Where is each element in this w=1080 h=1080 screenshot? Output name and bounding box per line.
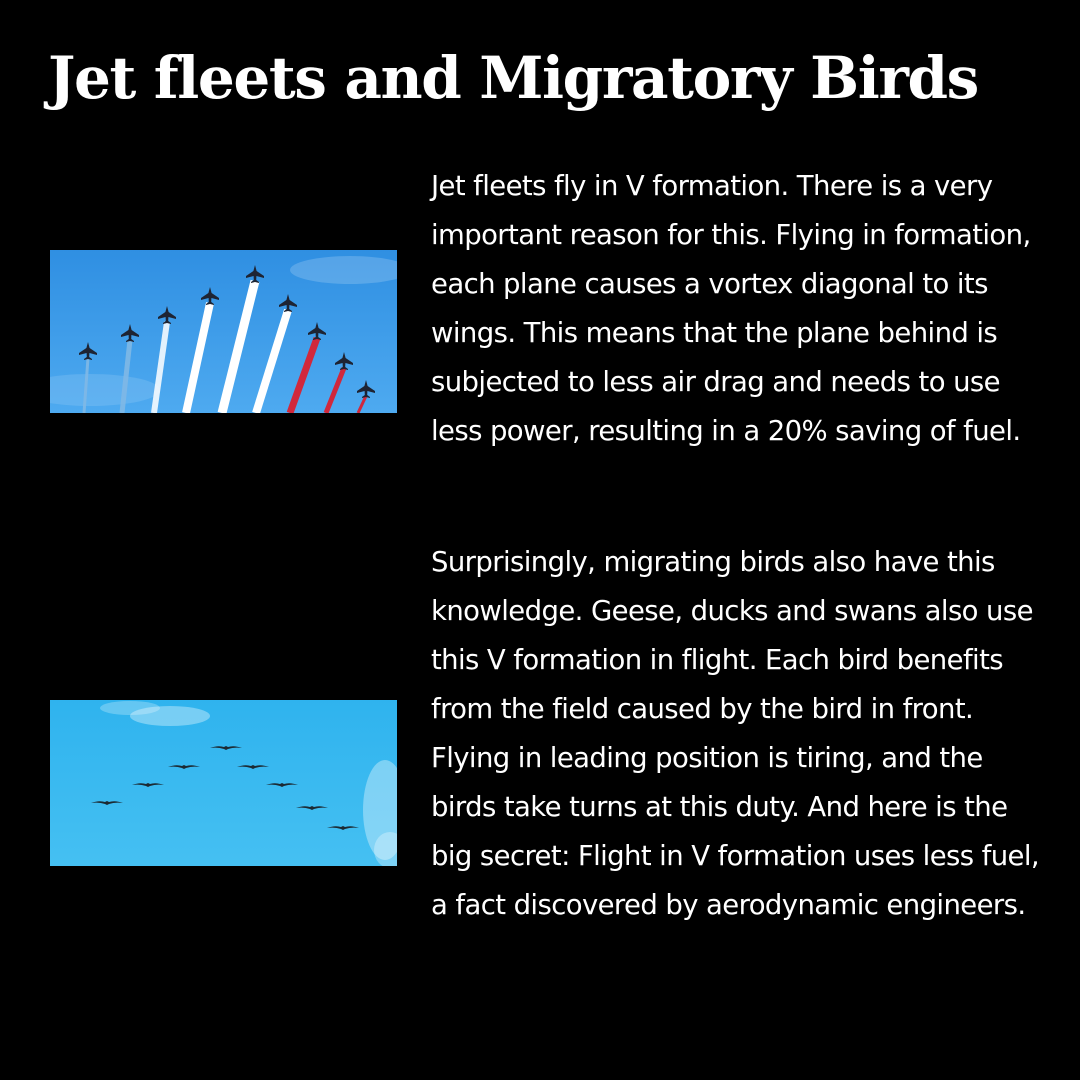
bird-formation-photo (50, 700, 397, 866)
birds-paragraph: Surprisingly, migrating birds also have this knowledge. Geese, ducks and swans also use this V formation in flight. Each bird benefits from the field caused by the bird in front. Flying in leading position is tiring, and the birds take turns at this duty. And here is the big secret: Flight in V formation uses less fuel, a fact discovered by aerodynamic engineers. (431, 546, 1040, 921)
page-title: Jet fleets and Migratory Birds (48, 44, 978, 112)
jets-paragraph: Jet fleets fly in V formation. There is a very important reason for this. Flying in formation, each plane causes a vortex diagonal to its wings. This means that the plane behind is subjected to less air drag and needs to use less power, resulting in a 20% saving of fuel. (431, 170, 1031, 447)
jet-formation-photo (50, 250, 397, 413)
